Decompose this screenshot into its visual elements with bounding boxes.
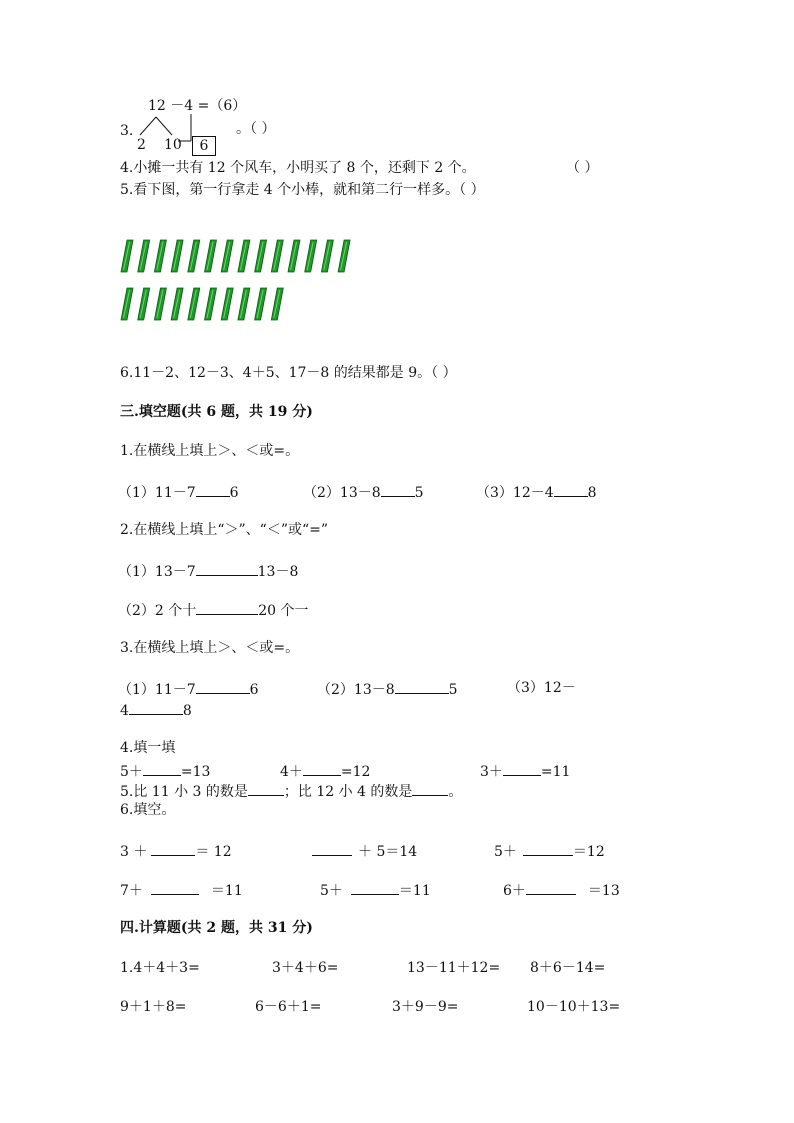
f4-c-end: =11 xyxy=(540,764,571,780)
f1-title: 1.在横线上填上＞、＜或=。 xyxy=(120,443,300,459)
f6-r1c-blank[interactable] xyxy=(523,841,573,856)
f5-c: 。 xyxy=(448,784,463,800)
f6-r1a-label: 3 ＋ xyxy=(120,844,148,860)
sticks-row-2 xyxy=(121,288,283,320)
f6-r2a-blank[interactable] xyxy=(151,880,199,895)
calc-r2-4: 10－10＋13= xyxy=(527,999,621,1015)
f2-a-blank[interactable] xyxy=(196,561,258,576)
f1-c-blank[interactable] xyxy=(554,482,588,497)
f4-b-end: =12 xyxy=(340,764,371,780)
f6-r2a-label: 7＋ xyxy=(120,883,143,899)
f3-item-1 xyxy=(118,679,259,699)
f6-r2c-end: ＝13 xyxy=(587,883,620,899)
f5-blank-2[interactable] xyxy=(412,781,448,796)
f6-r1c-label: 5＋ xyxy=(494,844,517,860)
f1-a-label: （1）11－7 xyxy=(118,485,196,501)
f4-item-2 xyxy=(280,761,370,781)
f6-r1a-end: ＝ 12 xyxy=(195,844,232,860)
f4-a-blank[interactable] xyxy=(143,761,181,776)
q3-tail: 。（ ） xyxy=(236,121,276,137)
q3-top-expression: 12 －4 =（6） xyxy=(148,98,247,114)
f1-item-3 xyxy=(476,482,597,502)
f1-item-2 xyxy=(303,482,424,502)
f6-r1a-blank[interactable] xyxy=(151,841,195,856)
f3-a-label: （1）11－7 xyxy=(118,682,196,698)
f1-item-1 xyxy=(118,482,239,502)
f4-b-label: 4＋ xyxy=(280,764,303,780)
f6-r1-item-2 xyxy=(312,841,417,861)
q4-paren: （ ） xyxy=(566,160,599,176)
f2-b-end: 20 个一 xyxy=(258,603,309,619)
f2-a-label: （1）13－7 xyxy=(118,564,196,580)
f3-c-label: （3）12－ xyxy=(507,680,576,696)
f5-blank-1[interactable] xyxy=(248,781,284,796)
f1-b-label: （2）13－8 xyxy=(303,485,381,501)
f6-r2-item-2 xyxy=(320,880,431,900)
f6-r2b-blank[interactable] xyxy=(351,880,399,895)
f2-a-end: 13－8 xyxy=(257,564,299,580)
f6-r2-item-3 xyxy=(503,880,620,900)
f3-item-3 xyxy=(120,700,192,720)
f6-r1b-end: ＋ 5＝14 xyxy=(358,844,418,860)
f3-item-2 xyxy=(317,679,458,699)
f4-c-label: 3＋ xyxy=(480,764,503,780)
f1-c-end: 8 xyxy=(587,485,597,501)
f6-r2c-blank[interactable] xyxy=(526,880,576,895)
calc-r2-1: 9＋1＋8= xyxy=(120,999,187,1015)
calc-r1-1: 1.4＋4＋3= xyxy=(120,960,200,976)
f6-r1-item-1 xyxy=(120,841,232,861)
q3-number: 3. xyxy=(120,123,134,139)
q3-split-right: 10 xyxy=(164,137,182,153)
f3-c2-end: 8 xyxy=(182,703,192,719)
f3-c2-label: 4 xyxy=(120,703,129,719)
section3-title: 三.填空题(共 6 题，共 19 分) xyxy=(120,404,313,420)
f6-r1b-blank[interactable] xyxy=(312,841,352,856)
f1-a-blank[interactable] xyxy=(196,482,230,497)
f2-item-1 xyxy=(118,561,298,581)
f3-b-end: 5 xyxy=(448,682,458,698)
f2-b-label: （2）2 个十 xyxy=(118,603,197,619)
f3-b-label: （2）13－8 xyxy=(317,682,395,698)
q6-text: 6.11－2、12－3、4＋5、17－8 的结果都是 9。（ ） xyxy=(120,365,457,381)
f5-a: 5.比 11 小 3 的数是 xyxy=(120,784,248,800)
f4-a-end: =13 xyxy=(180,764,211,780)
f6-r1-item-3 xyxy=(494,841,605,861)
f1-b-blank[interactable] xyxy=(381,482,415,497)
f4-item-3 xyxy=(480,761,570,781)
f6-title: 6.填空。 xyxy=(120,802,176,818)
f1-a-end: 6 xyxy=(229,485,239,501)
q4-text: 4.小摊一共有 12 个风车，小明买了 8 个，还剩下 2 个。 xyxy=(120,160,476,176)
f6-r2b-label: 5＋ xyxy=(320,883,343,899)
f1-b-end: 5 xyxy=(414,485,424,501)
f6-r1c-end: ＝12 xyxy=(572,844,605,860)
q3-answer-box: 6 xyxy=(192,136,216,156)
q3-split-left: 2 xyxy=(137,137,146,153)
sticks-illustration xyxy=(115,235,365,330)
calc-r1-4: 8＋6－14= xyxy=(530,960,606,976)
sticks-row-1 xyxy=(121,240,350,272)
calc-r1-3: 13－11＋12= xyxy=(407,960,501,976)
f3-a-end: 6 xyxy=(249,682,259,698)
f4-c-blank[interactable] xyxy=(503,761,541,776)
f6-r2-item-1 xyxy=(120,880,243,900)
f4-item-1 xyxy=(120,761,210,781)
f2-item-2 xyxy=(118,600,309,620)
f4-title: 4.填一填 xyxy=(120,740,176,756)
q5-text: 5.看下图，第一行拿走 4 个小棒，就和第二行一样多。（ ） xyxy=(120,182,485,198)
f4-b-blank[interactable] xyxy=(303,761,341,776)
f6-r2b-end: ＝11 xyxy=(398,883,431,899)
f3-a-blank[interactable] xyxy=(196,679,250,694)
f5-line xyxy=(120,781,462,801)
calc-r1-2: 3＋4＋6= xyxy=(272,960,339,976)
f6-r2c-label: 6＋ xyxy=(503,883,526,899)
f2-title: 2.在横线上填上“＞”、“＜”或“=” xyxy=(120,522,329,538)
f3-b-blank[interactable] xyxy=(395,679,449,694)
f3-title: 3.在横线上填上＞、＜或=。 xyxy=(120,640,300,656)
section4-title: 四.计算题(共 2 题，共 31 分) xyxy=(120,920,313,936)
f5-b: ；比 12 小 4 的数是 xyxy=(283,784,413,800)
f1-c-label: （3）12－4 xyxy=(476,485,554,501)
f2-b-blank[interactable] xyxy=(196,600,258,615)
calc-r2-3: 3＋9－9= xyxy=(392,999,459,1015)
f6-r2a-end: ＝11 xyxy=(210,883,243,899)
f4-a-label: 5＋ xyxy=(120,764,143,780)
f3-c-blank[interactable] xyxy=(129,700,183,715)
calc-r2-2: 6－6＋1= xyxy=(255,999,322,1015)
